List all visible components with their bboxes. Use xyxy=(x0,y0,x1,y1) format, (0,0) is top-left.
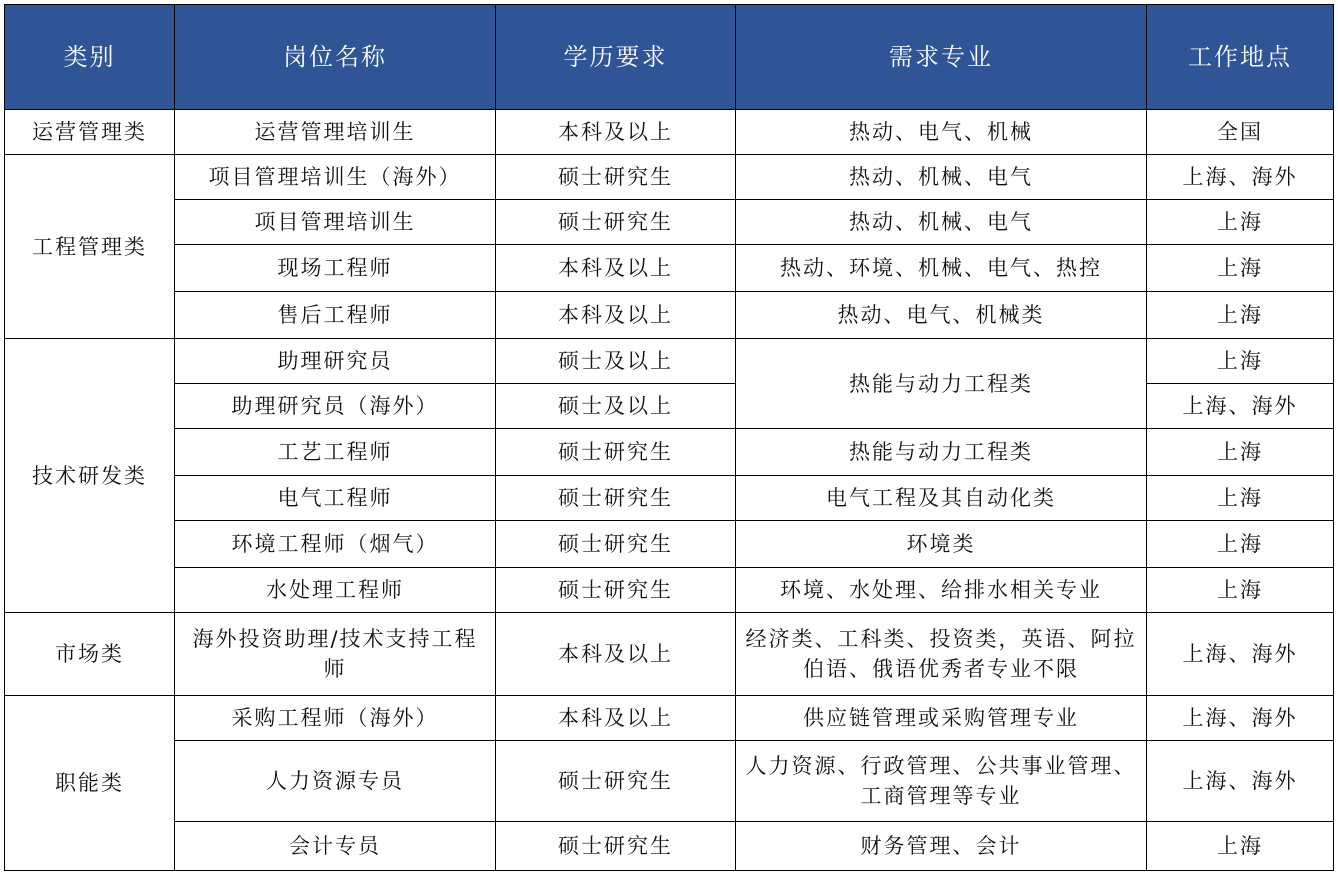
position-cell: 项目管理培训生（海外） xyxy=(175,155,496,200)
major-cell: 经济类、工科类、投资类，英语、阿拉伯语、俄语优秀者专业不限 xyxy=(736,613,1147,696)
table-row xyxy=(5,568,1334,613)
education-cell: 硕士及以上 xyxy=(496,339,736,384)
education-cell: 本科及以上 xyxy=(496,110,736,155)
position-cell: 运营管理培训生 xyxy=(175,110,496,155)
table-row xyxy=(5,521,1334,568)
position-cell: 现场工程师 xyxy=(175,245,496,292)
major-cell: 热动、电气、机械 xyxy=(736,110,1147,155)
education-cell: 本科及以上 xyxy=(496,245,736,292)
table-row xyxy=(5,429,1334,476)
table-row xyxy=(5,200,1334,245)
location-cell: 上海、海外 xyxy=(1147,155,1334,200)
category-cell: 运营管理类 xyxy=(5,110,175,155)
table-row xyxy=(5,245,1334,292)
table-row xyxy=(5,339,1334,384)
table-row xyxy=(5,476,1334,521)
position-cell: 会计专员 xyxy=(175,822,496,871)
position-cell: 助理研究员 xyxy=(175,339,496,384)
education-cell: 硕士研究生 xyxy=(496,741,736,822)
location-cell: 全国 xyxy=(1147,110,1334,155)
education-cell: 硕士研究生 xyxy=(496,568,736,613)
major-cell: 人力资源、行政管理、公共事业管理、工商管理等专业 xyxy=(736,741,1147,822)
position-cell: 采购工程师（海外） xyxy=(175,696,496,741)
table-row xyxy=(5,741,1334,822)
category-cell: 职能类 xyxy=(5,696,175,871)
location-cell: 上海、海外 xyxy=(1147,741,1334,822)
location-cell: 上海 xyxy=(1147,568,1334,613)
position-cell: 售后工程师 xyxy=(175,292,496,339)
major-cell: 热能与动力工程类 xyxy=(736,339,1147,429)
table-row xyxy=(5,822,1334,871)
header-category: 类别 xyxy=(5,5,175,110)
category-cell: 工程管理类 xyxy=(5,155,175,339)
location-cell: 上海 xyxy=(1147,200,1334,245)
location-cell: 上海 xyxy=(1147,245,1334,292)
major-cell: 供应链管理或采购管理专业 xyxy=(736,696,1147,741)
location-cell: 上海、海外 xyxy=(1147,613,1334,696)
header-education: 学历要求 xyxy=(496,5,736,110)
education-cell: 硕士研究生 xyxy=(496,200,736,245)
education-cell: 硕士研究生 xyxy=(496,822,736,871)
major-cell: 财务管理、会计 xyxy=(736,822,1147,871)
location-cell: 上海 xyxy=(1147,292,1334,339)
position-cell: 工艺工程师 xyxy=(175,429,496,476)
education-cell: 本科及以上 xyxy=(496,696,736,741)
major-cell: 热能与动力工程类 xyxy=(736,429,1147,476)
education-cell: 本科及以上 xyxy=(496,613,736,696)
position-cell: 环境工程师（烟气） xyxy=(175,521,496,568)
location-cell: 上海 xyxy=(1147,521,1334,568)
header-location: 工作地点 xyxy=(1147,5,1334,110)
position-cell: 助理研究员（海外） xyxy=(175,384,496,429)
education-cell: 硕士研究生 xyxy=(496,155,736,200)
header-row xyxy=(5,5,1334,110)
position-cell: 项目管理培训生 xyxy=(175,200,496,245)
position-cell: 人力资源专员 xyxy=(175,741,496,822)
location-cell: 上海、海外 xyxy=(1147,384,1334,429)
position-cell: 电气工程师 xyxy=(175,476,496,521)
table-row xyxy=(5,696,1334,741)
location-cell: 上海 xyxy=(1147,429,1334,476)
table-row xyxy=(5,110,1334,155)
location-cell: 上海 xyxy=(1147,822,1334,871)
position-cell: 海外投资助理/技术支持工程师 xyxy=(175,613,496,696)
position-cell: 水处理工程师 xyxy=(175,568,496,613)
major-cell: 热动、机械、电气 xyxy=(736,155,1147,200)
education-cell: 硕士研究生 xyxy=(496,429,736,476)
major-cell: 电气工程及其自动化类 xyxy=(736,476,1147,521)
major-cell: 热动、环境、机械、电气、热控 xyxy=(736,245,1147,292)
table-row xyxy=(5,613,1334,696)
education-cell: 硕士研究生 xyxy=(496,476,736,521)
education-cell: 本科及以上 xyxy=(496,292,736,339)
table-row xyxy=(5,292,1334,339)
header-position: 岗位名称 xyxy=(175,5,496,110)
recruitment-table xyxy=(4,4,1334,871)
category-cell: 市场类 xyxy=(5,613,175,696)
major-cell: 热动、机械、电气 xyxy=(736,200,1147,245)
major-cell: 环境类 xyxy=(736,521,1147,568)
category-cell: 技术研发类 xyxy=(5,339,175,613)
header-major: 需求专业 xyxy=(736,5,1147,110)
table-row xyxy=(5,155,1334,200)
major-cell: 环境、水处理、给排水相关专业 xyxy=(736,568,1147,613)
education-cell: 硕士研究生 xyxy=(496,521,736,568)
location-cell: 上海 xyxy=(1147,339,1334,384)
location-cell: 上海、海外 xyxy=(1147,696,1334,741)
education-cell: 硕士及以上 xyxy=(496,384,736,429)
major-cell: 热动、电气、机械类 xyxy=(736,292,1147,339)
location-cell: 上海 xyxy=(1147,476,1334,521)
